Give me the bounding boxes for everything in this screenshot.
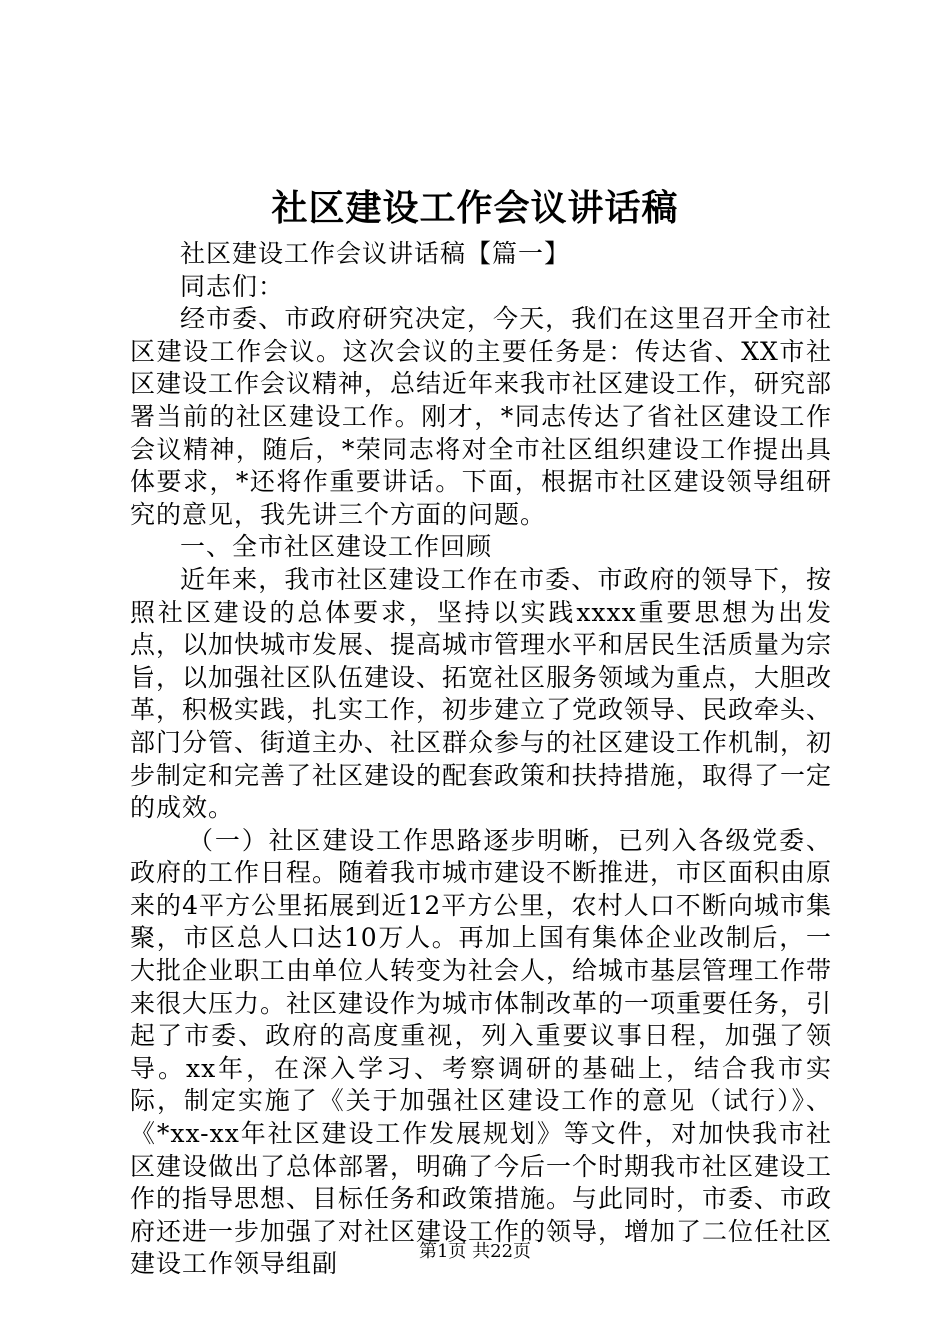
document-body bbox=[130, 238, 832, 1281]
page-footer: 第1页 共22页 bbox=[418, 1241, 532, 1262]
paragraph-review: 近年来，我市社区建设工作在市委、市政府的领导下，按照社区建设的总体要求，坚持以实践xxxx重要思想为出发点，以加快城市发展、提高城市管理水平和居民生活质量为宗旨，以加强社区队伍建设、拓宽社区服务领域为重点，大胆改革，积极实践，扎实工作，初步建立了党政领导、民政牵头、部门分管、街道主办、社区群众参与的社区建设工作机制，初步制定和完善了社区建设的配套政策和扶持措施，取得了一定的成效。 bbox=[130, 564, 833, 823]
paragraph-salutation: 同志们： bbox=[180, 271, 285, 301]
paragraph-intro: 经市委、市政府研究决定，今天，我们在这里召开全市社区建设工作会议。这次会议的主要任务是：传达省、XX市社区建设工作会议精神，总结近年来我市社区建设工作，研究部署当前的社区建设工作。刚才，*同志传达了省社区建设工作会议精神，随后，*荣同志将对全市社区组织建设工作提出具体要求，*还将作重要讲话。下面，根据市社区建设领导组研究的意见，我先讲三个方面的问题。 bbox=[130, 304, 833, 529]
document-title: 社区建设工作会议讲话稿 bbox=[271, 187, 679, 229]
section-heading: 一、全市社区建设工作回顾 bbox=[180, 532, 493, 562]
paragraph-subsection-1: （一）社区建设工作思路逐步明晰，已列入各级党委、政府的工作日程。随着我市城市建设不断推进，市区面积由原来的4平方公里拓展到近12平方公里，农村人口不断向城市集聚，市区总人口达10万人。再加上国有集体企业改制后，一大批企业职工由单位人转变为社会人，给城市基层管理工作带来很大压力。社区建设作为城市体制改革的一项重要任务，引起了市委、政府的高度重视，列入重要议事日程，加强了领导。xx年，在深入学习、考察调研的基础上，结合我市实际，制定实施了《关于加强社区建设工作的意见（试行）》、《*xx-xx年社区建设工作发展规划》等文件，对加快我市社区建设做出了总体部署，明确了今后一个时期我市社区建设工作的指导思想、目标任务和政策措施。与此同时，市委、市政府还进一步加强了对社区建设工作的领导，增加了二位任社区建设工作领导组副 bbox=[130, 825, 833, 1279]
paragraph-heading: 社区建设工作会议讲话稿【篇一】 bbox=[180, 239, 571, 268]
